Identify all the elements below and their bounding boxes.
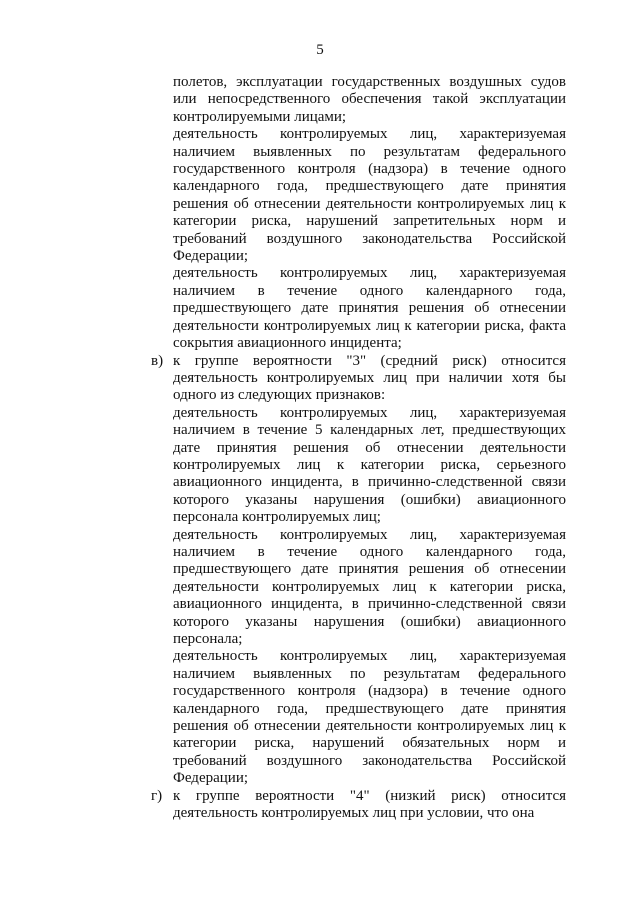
document-body — [151, 74, 566, 822]
paragraph-text: деятельность контролируемых лиц, характеризуемая наличием выявленных по результатам федерального государственного контроля (надзора) в течение одного календарного года, предшествующего дате принятия решения об отнесении деятельности контролируемых лиц к категории риска, нарушений запретительных норм и требований воздушного законодательства Российской Федерации; — [173, 126, 566, 265]
paragraph-text: деятельность контролируемых лиц, характеризуемая наличием в течение одного календарного года, предшествующего дате принятия решения об отнесении деятельности контролируемых лиц к категории риска, авиационного инцидента, в причинно-следственной связи которого указаны нарушения (ошибки) авиационного персонала; — [173, 526, 566, 647]
paragraph-criterion — [173, 265, 566, 352]
paragraph-text: деятельность контролируемых лиц, характеризуемая наличием в течение 5 календарных лет, предшествующих дате принятия решения об отнесении деятельности контролируемых лиц к категории риска, серьезного авиационного инцидента, в причинно-следственной связи которого указаны нарушения (ошибки) авиационного персонала контролируемых лиц; — [173, 404, 566, 526]
paragraph-continuation — [173, 74, 566, 126]
paragraph-text: деятельность контролируемых лиц, характеризуемая наличием в течение одного календарного года, предшествующего дате принятия решения об отнесении деятельности контролируемых лиц к категории риска, факта сокрытия авиационного инцидента; — [173, 265, 566, 352]
list-marker: в) — [151, 352, 164, 369]
paragraph-text: к группе вероятности "4" (низкий риск) относится деятельность контролируемых лиц при условии, что она — [173, 787, 566, 822]
paragraph-criterion — [173, 405, 566, 527]
paragraph-criterion — [173, 648, 566, 787]
paragraph-text: полетов, эксплуатации государственных воздушных судов или непосредственного обеспечения такой эксплуатации контролируемыми лицами; — [173, 74, 566, 125]
paragraph-criterion — [173, 126, 566, 265]
paragraph-text: к группе вероятности "3" (средний риск) относится деятельность контролируемых лиц при наличии хотя бы одного из следующих признаков: — [173, 352, 566, 404]
list-marker: г) — [151, 787, 163, 804]
paragraph-text: деятельность контролируемых лиц, характеризуемая наличием выявленных по результатам федерального государственного контроля (надзора) в течение одного календарного года, предшествующего дате принятия решения об отнесении деятельности контролируемых лиц к категории риска, нарушений обязательных норм и требований воздушного законодательства Российской Федерации; — [173, 648, 566, 787]
list-item-g — [151, 787, 566, 823]
page-number: 5 — [316, 42, 324, 58]
list-item-v — [151, 352, 566, 405]
paragraph-criterion — [173, 527, 566, 649]
